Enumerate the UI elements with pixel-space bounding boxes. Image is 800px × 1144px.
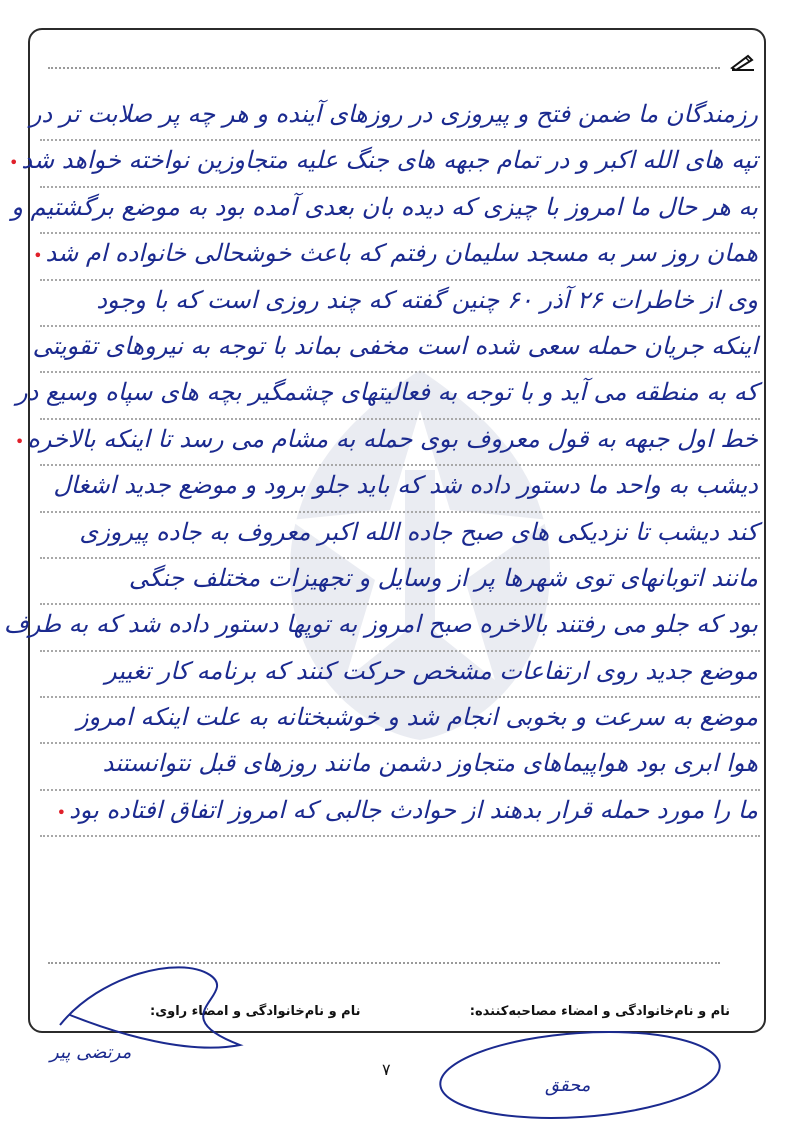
text-line: اینکه جریان حمله سعی شده است مخفی بماند با توجه به نیروهای تقویتی xyxy=(40,327,760,373)
text-line: وی از خاطرات ۲۶ آذر ۶۰ چنین گفته که چند روزی است که با وجود xyxy=(40,281,760,327)
text-line: مانند اتوبانهای توی شهرها پر از وسایل و تجهیزات مختلف جنگی xyxy=(40,559,760,605)
text-line: کند دیشب تا نزدیکی های صبح جاده الله اکبر معروف به جاده پیروزی xyxy=(40,513,760,559)
header-dotted-line xyxy=(48,67,720,69)
pen-icon xyxy=(730,52,756,72)
page-number: ۷ xyxy=(382,1060,391,1079)
text-line: بود که جلو می رفتند بالاخره صبح امروز به توپها دستور داده شد که به طرف xyxy=(40,605,760,651)
text-line: که به منطقه می آید و با توجه به فعالیتهای چشمگیر بچه های سپاه وسیع در xyxy=(40,373,760,419)
narrator-signature: مرتضی پیر xyxy=(50,1042,132,1063)
text-line: خط اول جبهه به قول معروف بوی حمله به مشام می رسد تا اینکه بالاخره• xyxy=(40,420,760,466)
text-line: هوا ابری بود هواپیماهای متجاوز دشمن مانند روزهای قبل نتوانستند xyxy=(40,744,760,790)
handwritten-text-area xyxy=(3,95,760,837)
interviewer-signature-label: نام و نام‌خانوادگی و امضاء مصاحبه‌کننده: xyxy=(469,1004,730,1019)
text-line: موضع به سرعت و بخوبی انجام شد و خوشبختانه به علت اینکه امروز xyxy=(40,698,760,744)
text-line: تپه های الله اکبر و در تمام جبهه های جنگ علیه متجاوزین نواخته خواهد شد• xyxy=(40,141,760,187)
text-line: همان روز سر به مسجد سلیمان رفتم که باعث خوشحالی خانواده ام شد• xyxy=(40,234,760,280)
text-line: به هر حال ما امروز با چیزی که دیده بان بعدی آمده بود به موضع برگشتیم و xyxy=(40,188,760,234)
text-line: موضع جدید روی ارتفاعات مشخص حرکت کنند که برنامه کار تغییر xyxy=(40,652,760,698)
text-line: رزمندگان ما ضمن فتح و پیروزی در روزهای آینده و هر چه پر صلابت تر در xyxy=(40,95,760,141)
interviewer-signature: محقق xyxy=(545,1075,591,1096)
text-line: دیشب به واحد ما دستور داده شد که باید جلو برود و موضع جدید اشغال xyxy=(40,466,760,512)
text-line: ما را مورد حمله قرار بدهند از حوادث جالبی که امروز اتفاق افتاده بود• xyxy=(40,791,760,837)
narrator-signature-label: نام و نام‌خانوادگی و امضاء راوی: xyxy=(150,1004,361,1019)
